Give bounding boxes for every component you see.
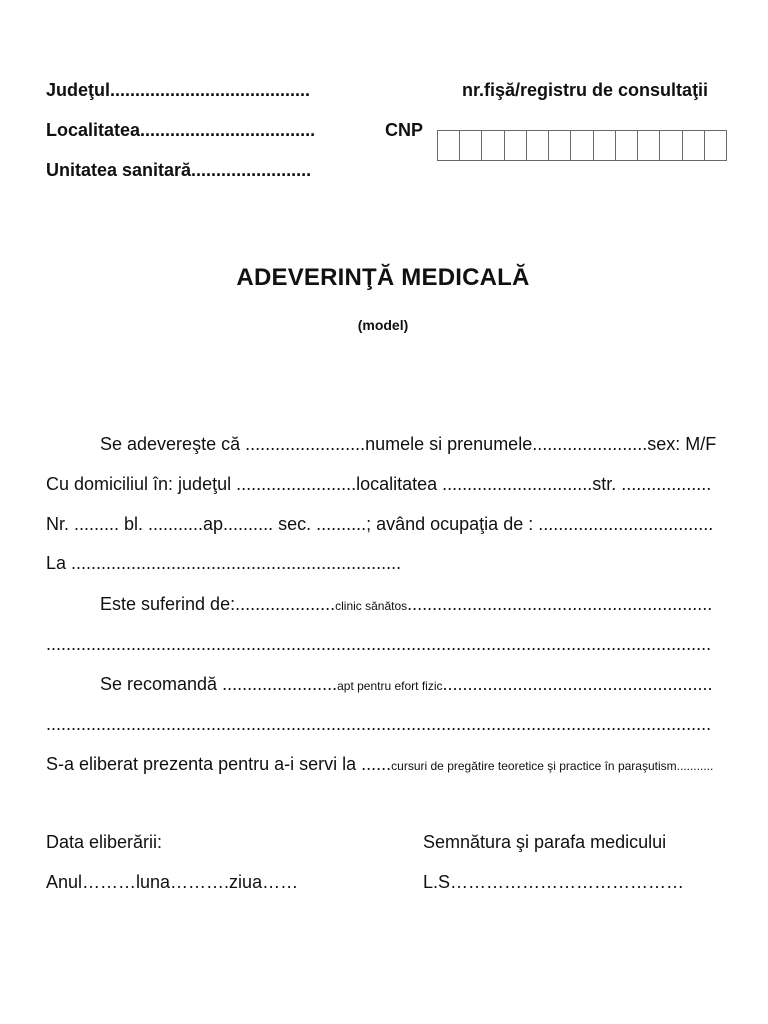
- certify-line: Se adevereşte că ........................numele si prenumele.......................sex: M/F: [100, 434, 717, 454]
- issue-date-fields: Anul………luna……….ziua……: [46, 872, 299, 892]
- document-title: ADEVERINŢĂ MEDICALĂ: [236, 264, 530, 291]
- cnp-label: CNP: [385, 120, 424, 140]
- recommendation-continuation-line: .....................................................................................................................................: [46, 714, 712, 734]
- recommendation-line: [46, 673, 746, 697]
- cnp-digit-box: [459, 131, 481, 160]
- cnp-digit-box: [481, 131, 503, 160]
- seal-line: L.S…………………………………: [423, 872, 685, 892]
- locality-field: Localitatea...................................: [46, 120, 316, 140]
- cnp-digit-box: [659, 131, 681, 160]
- county-field: Judeţul........................................: [46, 80, 311, 100]
- place-line: La ..................................................................: [46, 553, 402, 573]
- issue-date-label: Data eliberării:: [46, 832, 163, 852]
- purpose-value: cursuri de pregătire teoretice şi practice în paraşutism: [391, 759, 677, 773]
- cnp-boxes: [437, 130, 727, 161]
- health-unit-field: Unitatea sanitară........................: [46, 160, 312, 180]
- cnp-digit-box: [593, 131, 615, 160]
- register-number-label: nr.fişă/registru de consultaţii: [462, 80, 709, 100]
- recommendation-label: Se recomandă .......................: [100, 674, 338, 694]
- diagnosis-value: clinic sănătos: [335, 599, 408, 613]
- signature-label: Semnătura şi parafa medicului: [423, 832, 667, 852]
- cnp-digit-box: [570, 131, 592, 160]
- diagnosis-label: Este suferind de:....................: [100, 594, 336, 614]
- cnp-digit-box: [504, 131, 526, 160]
- cnp-digit-box: [438, 131, 459, 160]
- cnp-digit-box: [637, 131, 659, 160]
- address-line: Cu domiciliul în: judeţul ........................localitatea ..............................str. ..................: [46, 474, 712, 494]
- cnp-digit-box: [682, 131, 704, 160]
- diagnosis-fill: .............................................................: [407, 594, 713, 614]
- recommendation-fill: ......................................................: [442, 674, 713, 694]
- purpose-label: S-a eliberat prezenta pentru a-i servi la ......: [46, 754, 392, 774]
- diagnosis-continuation-line: .....................................................................................................................................: [46, 634, 712, 654]
- recommendation-value: apt pentru efort fizic: [337, 679, 443, 693]
- cnp-digit-box: [548, 131, 570, 160]
- cnp-digit-box: [704, 131, 726, 160]
- diagnosis-line: [46, 593, 746, 617]
- purpose-fill: ...........: [676, 759, 714, 773]
- purpose-line: [46, 753, 746, 777]
- cnp-digit-box: [615, 131, 637, 160]
- details-line: Nr. ......... bl. ...........ap.......... sec. ..........; având ocupaţia de : ...................................: [46, 514, 714, 534]
- cnp-digit-box: [526, 131, 548, 160]
- document-subtitle: (model): [357, 317, 409, 333]
